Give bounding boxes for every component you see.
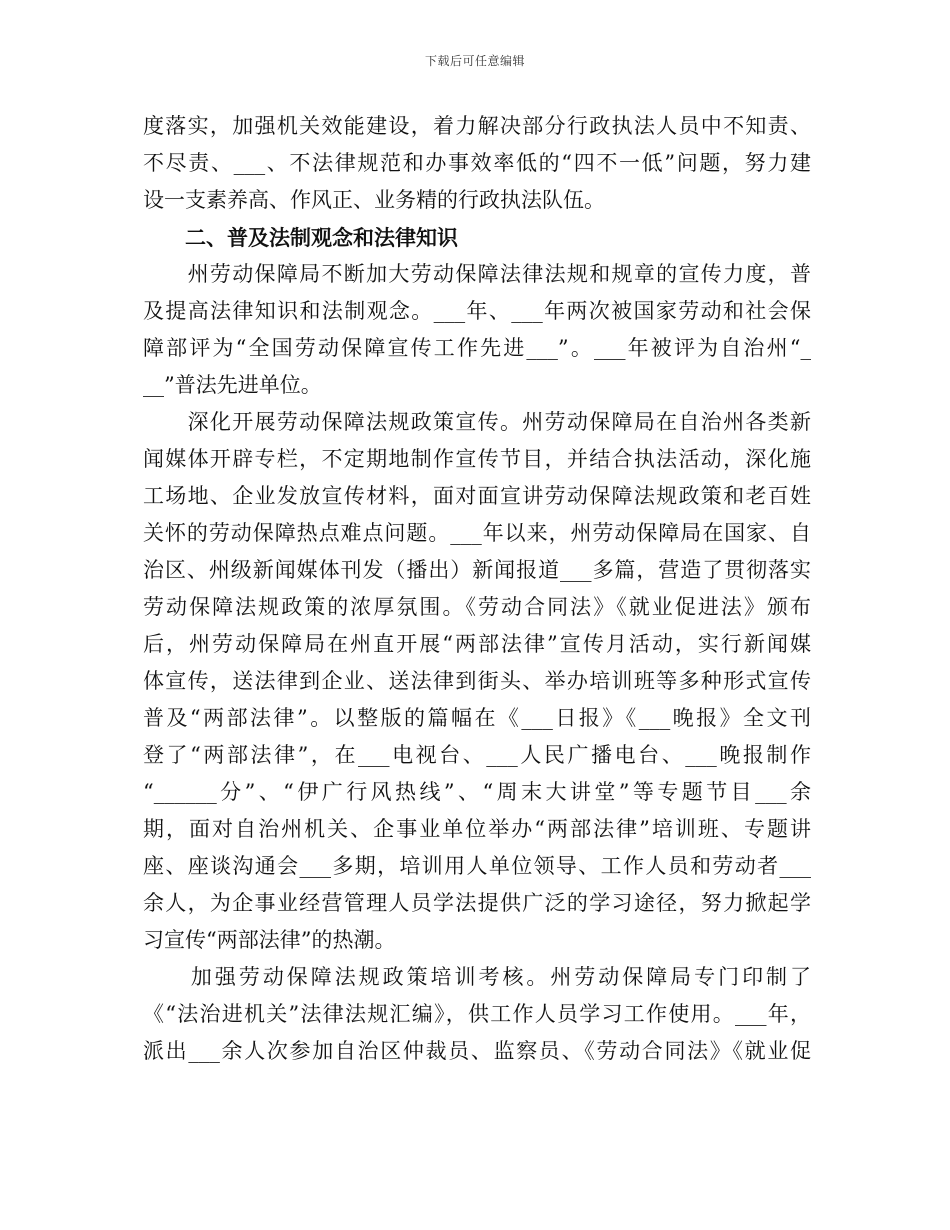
text-line: 座、座谈沟通会___多期，培训用人单位领导、工作人员和劳动者___ [143,854,811,878]
text-line: 及提高法律知识和法制观念。___年、___年两次被国家劳动和社会保 [143,299,811,323]
text-line: 闻媒体开辟专栏，不定期地制作宣传节目，并结合执法活动，深化施 [143,447,811,471]
text-line: 余人，为企事业经营管理人员学法提供广泛的学习途径，努力掀起学 [143,891,811,915]
text-line: 工场地、企业发放宣传材料，面对面宣讲劳动保障法规政策和老百姓 [143,484,811,508]
page-header-note: 下载后可任意编辑 [424,54,525,68]
text-line: 障部评为“全国劳动保障宣传工作先进___”。___年被评为自治州“_ [143,336,811,360]
text-line: 后，州劳动保障局在州直开展“两部法律”宣传月活动，实行新闻媒 [143,632,811,656]
text-line: 加强劳动保障法规政策培训考核。州劳动保障局专门印制了 [143,965,811,989]
document-body [143,108,811,1070]
text-line: 期，面对自治州机关、企事业单位举办“两部法律”培训班、专题讲 [143,817,811,841]
text-line: 派出___余人次参加自治区仲裁员、监察员、《劳动合同法》《就业促 [143,1039,811,1063]
text-line: “______分”、“伊广行风热线”、“周末大讲堂”等专题节目___余 [143,780,811,804]
text-line: 《“法治进机关”法律法规汇编》，供工作人员学习工作使用。___年， [143,1002,811,1026]
text-line: 登了“两部法律”，在___电视台、___人民广播电台、___晚报制作 [143,743,811,767]
text-line: __”普法先进单位。 [143,373,322,397]
text-line: 关怀的劳动保障热点难点问题。___年以来，州劳动保障局在国家、自 [143,521,811,545]
text-line: 设一支素养高、作风正、业务精的行政执法队伍。 [143,188,605,212]
text-line: 习宣传“两部法律”的热潮。 [143,928,396,952]
text-line: 不尽责、___、不法律规范和办事效率低的“四不一低”问题，努力建 [143,151,811,175]
text-line: 普及“两部法律”。以整版的篇幅在《___日报》《___晚报》全文刊 [143,706,811,730]
text-line: 州劳动保障局不断加大劳动保障法律法规和规章的宣传力度，普 [143,262,811,286]
text-line: 劳动保障法规政策的浓厚氛围。《劳动合同法》《就业促进法》颁布 [143,595,811,619]
text-line: 度落实，加强机关效能建设，着力解决部分行政执法人员中不知责、 [143,114,811,138]
text-line: 体宣传，送法律到企业、送法律到街头、举办培训班等多种形式宣传 [143,669,811,693]
text-line: 治区、州级新闻媒体刊发（播出）新闻报道___多篇，营造了贯彻落实 [143,558,811,582]
section-heading: 二、普及法制观念和法律知识 [143,225,458,250]
text-line: 深化开展劳动保障法规政策宣传。州劳动保障局在自治州各类新 [143,410,811,434]
